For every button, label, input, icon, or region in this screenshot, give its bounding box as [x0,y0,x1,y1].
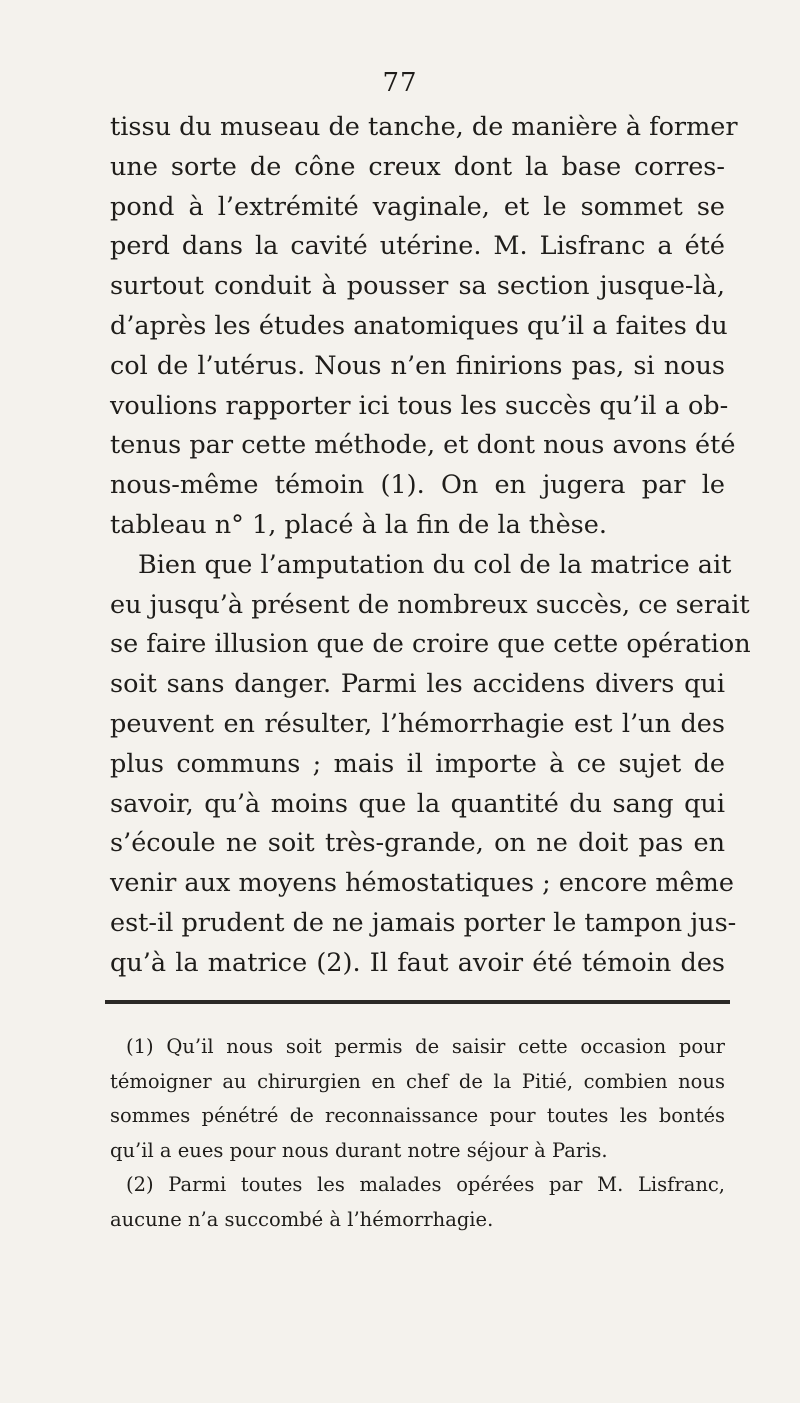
text-line: tissu du museau de tanche, de manière à former [110,112,738,142]
footnote-line: qu’il a eues pour nous durant notre séjour à Paris. [110,1138,608,1162]
footnote-line: (2) Parmi toutes les malades opérées par M. Lisfranc, [126,1173,725,1196]
text-line: s’écoule ne soit très-grande, on ne doit pas en [110,828,725,859]
footnote-line: témoigner au chirurgien en chef de la Pitié, combien nous [110,1069,725,1093]
footnote-divider [105,1000,730,1004]
text-line: perd dans la cavité utérine. M. Lisfranc a été [110,231,725,262]
text-line: nous-même témoin (1). On en jugera par le [110,470,725,501]
text-line: pond à l’extrémité vaginale, et le sommet se [110,191,725,222]
text-line: surtout conduit à pousser sa section jusque-là, [110,271,725,302]
body-text [110,108,751,984]
text-line: voulions rapporter ici tous les succès qu’il a ob- [110,390,729,421]
footnote-line: sommes pénétré de reconnaissance pour toutes les bontés [110,1104,725,1127]
text-line: tableau n° 1, placé à la fin de la thèse. [110,509,607,540]
text-line: soit sans danger. Parmi les accidens divers qui [110,669,725,700]
page-number: 77 [382,68,418,98]
text-line: venir aux moyens hémostatiques ; encore même [110,868,734,899]
text-line: savoir, qu’à moins que la quantité du sang qui [110,788,725,819]
footnotes [110,1030,725,1237]
text-line: d’après les études anatomiques qu’il a faites du [110,310,728,341]
text-line: est-il prudent de ne jamais porter le tampon jus- [110,907,737,938]
footnote-line: aucune n’a succombé à l’hémorrhagie. [110,1207,494,1231]
text-line: tenus par cette méthode, et dont nous avons été [110,430,736,461]
text-line: Bien que l’amputation du col de la matrice ait [138,549,732,580]
text-line: peuvent en résulter, l’hémorrhagie est l’un des [110,708,725,739]
text-line: se faire illusion que de croire que cette opération [110,629,751,660]
text-line: eu jusqu’à présent de nombreux succès, ce serait [110,589,750,620]
footnote-line: (1) Qu’il nous soit permis de saisir cette occasion pour [126,1035,725,1058]
text-line: qu’à la matrice (2). Il faut avoir été témoin des [110,947,725,978]
text-line: col de l’utérus. Nous n’en finirions pas, si nous [110,350,725,381]
text-line: une sorte de cône creux dont la base corres- [110,151,725,182]
text-line: plus communs ; mais il importe à ce sujet de [110,748,725,779]
